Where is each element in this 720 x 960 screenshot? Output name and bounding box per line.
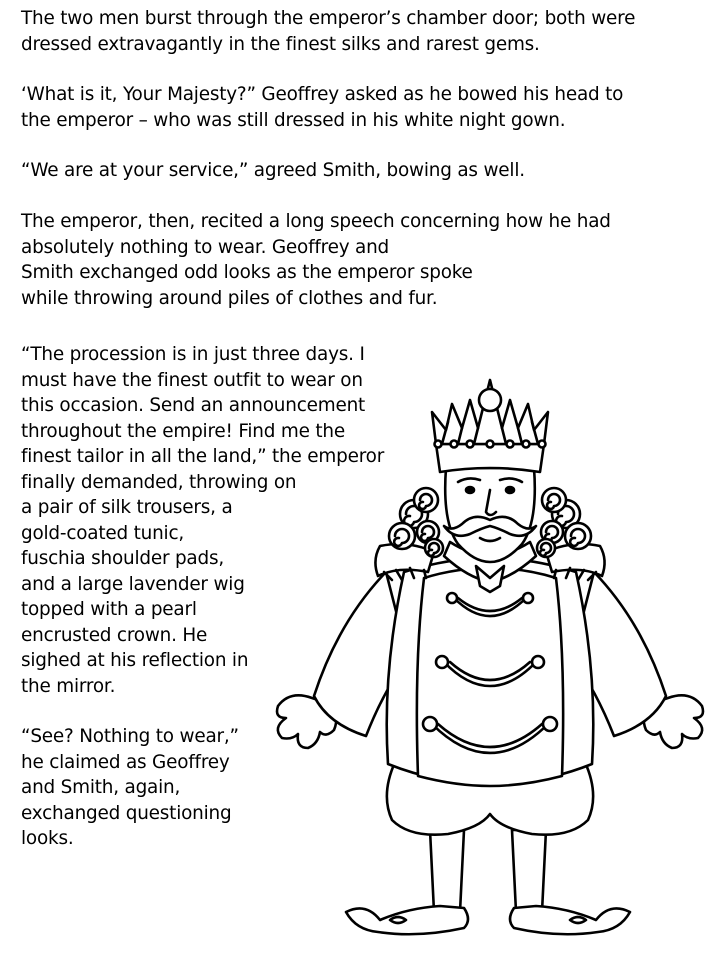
emperor-legs (430, 830, 546, 912)
story-paragraph-3: “We are at your service,” agreed Smith, bowing as well. (21, 160, 525, 181)
emperor-illustration (268, 372, 712, 942)
emperor-crown (432, 380, 548, 472)
story-paragraph-4: The emperor, then, recited a long speech concerning how he had absolutely nothing to wear. Geoffrey and Smith exchanged odd looks as the emperor spoke while throwing around piles of clothes and fur. (21, 211, 611, 309)
story-paragraph-2: ‘What is it, Your Majesty?” Geoffrey asked as he bowed his head to the emperor – who was still dressed in his white night gown. (21, 84, 624, 131)
story-paragraph-5: “The procession is in just three days. I must have the finest outfit to wear on this occasion. Send an announcement throughout the empire! Find me the finest tailor in all the land,” the emperor finally demanded, throwing on a pair of silk trousers, a gold-coated tunic, fuschia shoulder pads, and a large lavender wig topped with a pearl encrusted crown. He sighed at his reflection in the mirror. (21, 344, 385, 697)
story-paragraph-6: “See? Nothing to wear,” he claimed as Geoffrey and Smith, again, exchanged questioning looks. (21, 726, 239, 849)
story-paragraph-1: The two men burst through the emperor’s chamber door; both were dressed extravagantly in the finest silks and rarest gems. (21, 8, 636, 55)
emperor-shoes (346, 906, 630, 934)
